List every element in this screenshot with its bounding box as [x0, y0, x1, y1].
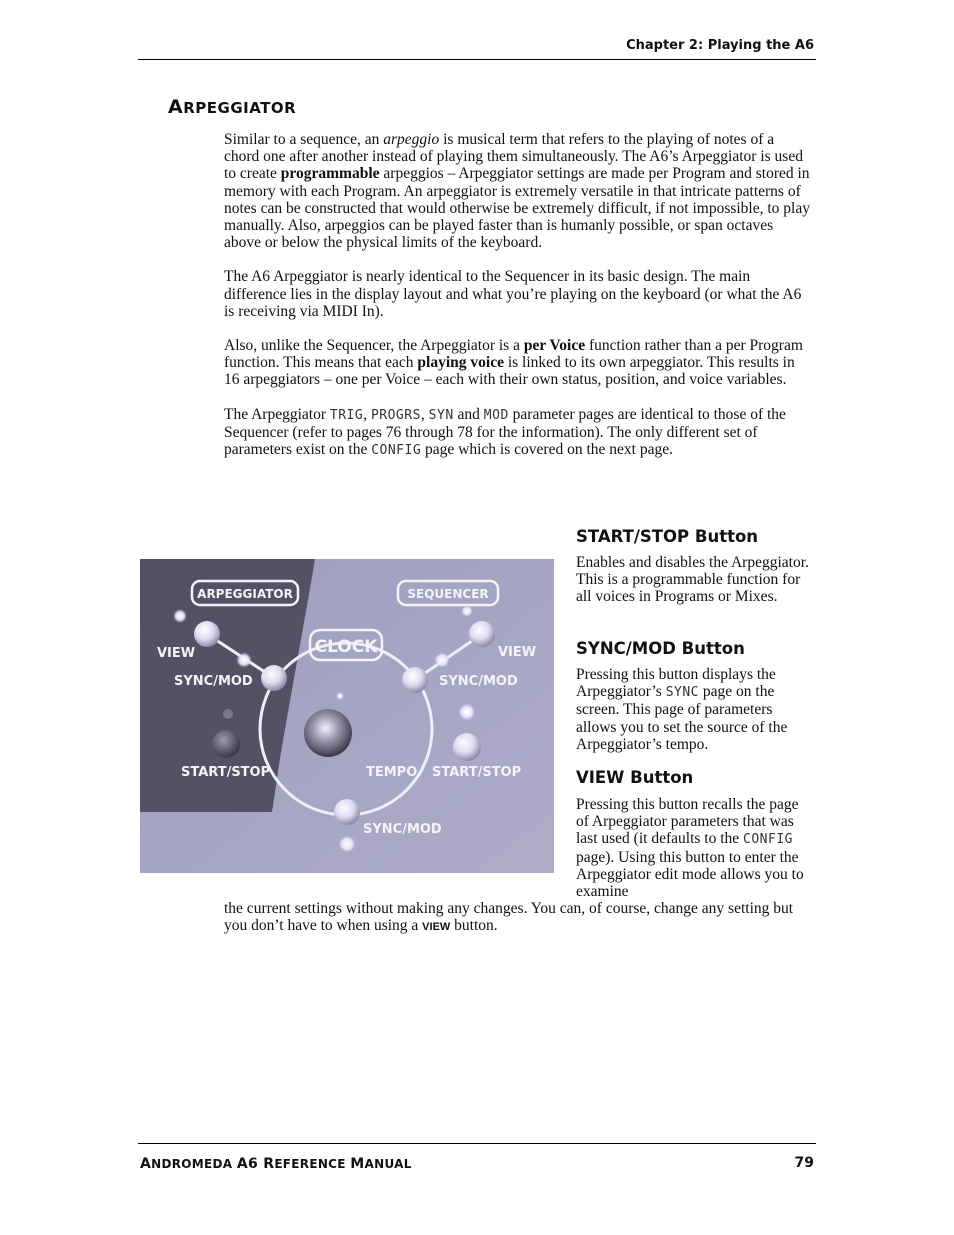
arp-start-stop-label: START/STOP: [181, 765, 271, 780]
arp-sync-mod-label: SYNC/MOD: [174, 674, 253, 689]
view-text: Pressing this button recalls the page of Arpeggiator parameters that was last used (it defaults to the CONFIG page). Using this button to enter the Arpeggiator edit mode allows you to examine: [576, 796, 804, 901]
led-tempo: [336, 692, 344, 700]
arpeggiator-label: ARPEGGIATOR: [197, 587, 293, 601]
footer-manual-title: ANDROMEDA A6 REFERENCE MANUAL: [140, 1156, 412, 1172]
page-number: 79: [794, 1155, 814, 1171]
clock-sync-mod-label: SYNC/MOD: [363, 822, 442, 837]
paragraph-1: Similar to a sequence, an arpeggio is musical term that refers to the playing of notes of a chord one after another instead of playing them simultaneously. The A6’s Arpeggiator is used to create programmable arpeggios – Arpeggiator settings are made per Program and stored in memory with each Program. An arpeggiator is extremely versatile in that intricate patterns of notes can be constructed that would otherwise be extremely difficult, if not impossible, to play manually. Also, arpeggios can be played faster than is humanly possible, or span octaves above or below the physical limits of the keyboard.: [224, 131, 810, 252]
tempo-label: TEMPO: [366, 765, 418, 780]
paragraph-4: The Arpeggiator TRIG, PROGRS, SYN and MOD parameter pages are identical to those of the Sequencer (refer to pages 76 through 78 for the information). The only different set of parameters exist on the CONFIG page which is covered on the next page.: [224, 405, 786, 459]
arpeggiator-panel-photo: [140, 559, 554, 873]
view-text-continued: the current settings without making any changes. You can, of course, change any setting but you don’t have to when using a VIEW button.: [224, 900, 794, 935]
clock-label: CLOCK: [314, 637, 378, 657]
led-arp-sync: [236, 652, 252, 668]
start-stop-text: Enables and disables the Arpeggiator. This is a programmable function for all voices in Programs or Mixes.: [576, 554, 809, 606]
seq-start-stop-button: [453, 733, 481, 761]
seq-view-label: VIEW: [498, 645, 537, 660]
arp-start-stop-button: [212, 730, 240, 758]
paragraph-3: Also, unlike the Sequencer, the Arpeggiator is a per Voice function rather than a per Program function. This means that each playing voice is linked to its own arpeggiator. This results in 16 arpeggiators – one per Voice – each with their own status, position, and voice variables.: [224, 337, 803, 389]
arp-sync-mod-button: [261, 665, 287, 691]
section-title: ARPEGGIATOR: [168, 96, 297, 118]
view-heading: VIEW Button: [576, 768, 694, 787]
led-seq-view: [461, 605, 473, 617]
tempo-knob: [304, 709, 352, 757]
led-arp-view: [173, 609, 187, 623]
sync-mod-heading: SYNC/MOD Button: [576, 639, 745, 658]
seq-sync-mod-label: SYNC/MOD: [439, 674, 518, 689]
footer-rule: [138, 1143, 816, 1144]
body-text: [224, 131, 812, 476]
led-seq-start: [458, 703, 476, 721]
seq-sync-mod-button: [402, 667, 428, 693]
header-rule: [138, 59, 816, 60]
sequencer-label: SEQUENCER: [407, 587, 489, 601]
clock-sync-mod-button: [334, 799, 360, 825]
paragraph-2: The A6 Arpeggiator is nearly identical to the Sequencer in its basic design. The main difference lies in the display layout and what you’re playing on the keyboard (or what the A6 is receiving via MIDI In).: [224, 268, 802, 320]
seq-start-stop-label: START/STOP: [432, 765, 522, 780]
arp-view-button: [194, 621, 220, 647]
led-arp-start: [223, 709, 233, 719]
sync-mod-text: Pressing this button displays the Arpeggiator’s SYNC page on the screen. This page of parameters allows you to set the source of the Arpeggiator’s tempo.: [576, 666, 788, 753]
start-stop-heading: START/STOP Button: [576, 527, 759, 546]
chapter-header: Chapter 2: Playing the A6: [626, 38, 814, 53]
arp-view-label: VIEW: [157, 646, 196, 661]
led-seq-sync: [434, 652, 450, 668]
led-clock-sync: [338, 835, 356, 853]
seq-view-button: [469, 621, 495, 647]
